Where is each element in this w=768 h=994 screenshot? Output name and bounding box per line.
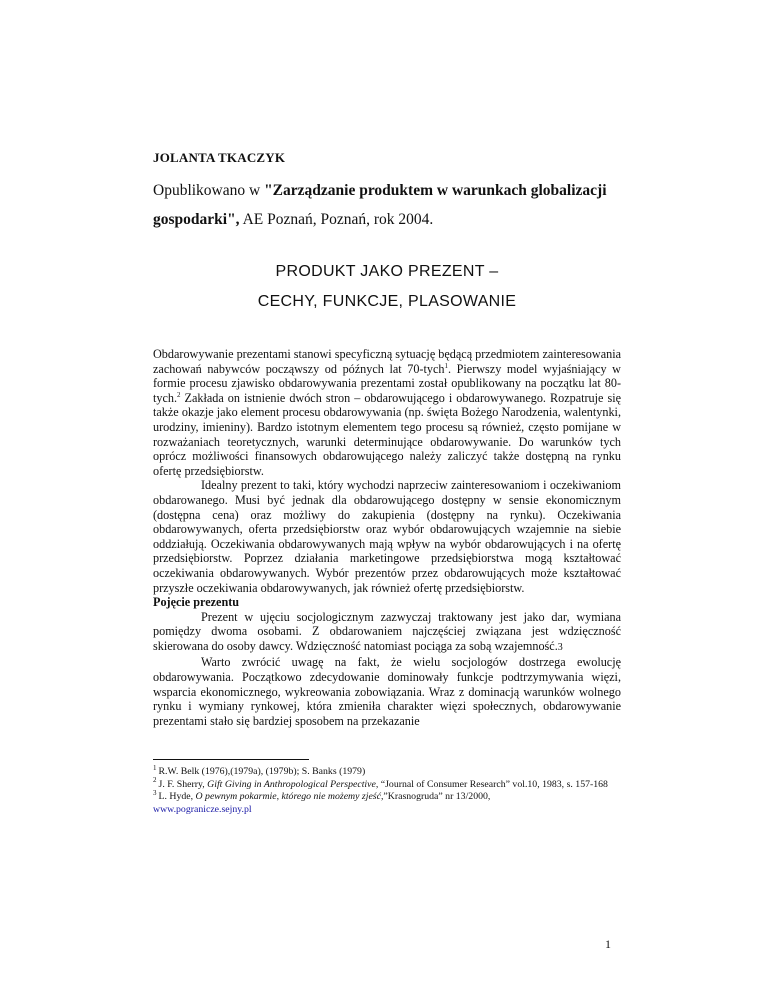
footnote-2-source: , “Journal of Consumer Research” vol.10, 1983, s. 157-168 (375, 778, 608, 790)
footnote-2-work-title: Gift Giving in Anthropological Perspective (207, 778, 376, 790)
footnote-divider (153, 759, 309, 760)
page-number: 1 (605, 937, 611, 951)
footnote-1 (153, 763, 621, 779)
footnote-3-number: 3 (153, 788, 157, 797)
publication-title: "Zarządzanie produktem w warunkach globalizacji gospodarki", (153, 182, 607, 228)
footnote-2-author: J. F. Sherry, (158, 778, 208, 790)
footnote-3-url-line (153, 804, 621, 817)
footnote-ref-1[interactable]: 1 (444, 361, 448, 370)
paragraph-3-text: Prezent w ujęciu socjologicznym zazwyczaj traktowany jest jako dar, wymiana pomiędzy dwoma osobami. Z obdarowaniem najczęściej związana jest wdzięczność skierowana do osoby dawcy. Wdzięczność natomiast pociąga za sobą wzajemność. (153, 609, 621, 653)
footnotes (153, 763, 621, 816)
footnote-1-number: 1 (153, 763, 157, 772)
paragraph-1-part-b: . Pierwszy model wyjaśniający w formie procesu zjawisko obdarowywania prezentami został opublikowany na początku lat 80-tych. (153, 361, 621, 405)
footnote-3-author: L. Hyde, (158, 791, 196, 803)
paragraph-1-part-c: Zakłada on istnienie dwóch stron – obdarowującego i obdarowywanego. Rozpatruje się także okazje jako element procesu obdarowywania (np. święta Bożego Narodzenia, walentynki, urodziny, imieniny). Bardzo istotnym elementem tego procesu są również, często pomijane w rozważaniach teoretycznych, warunki determinujące obdarowywanie. Do warunków tych oprócz możliwości finansowych obdarowującego należy zaliczyć także dostępną na rynku ofertę przedsiębiorstw. (153, 390, 621, 478)
paragraph-1 (153, 347, 621, 478)
section-heading: Pojęcie prezentu (153, 595, 240, 610)
author-name: JOLANTA TKACZYK (153, 150, 286, 165)
footnote-3-work-title: O pewnym pokarmie, którego nie możemy zjeść, (195, 791, 384, 803)
paragraph-1-part-a: Obdarowywanie prezentami stanowi specyficzną sytuację będącą przedmiotem zainteresowania zachowań nabywców począwszy od późnych lat 70-tych (153, 347, 621, 376)
footnote-1-text: R.W. Belk (1976),(1979a), (1979b); S. Banks (1979) (158, 766, 366, 777)
footnote-2 (153, 776, 621, 792)
footnote-ref-3[interactable]: 3 (557, 641, 563, 653)
title-line-2: CECHY, FUNKCJE, PLASOWANIE (257, 293, 517, 310)
footnote-3-source: ”Krasnogruda” nr 13/2000, (383, 791, 491, 803)
publication-info (153, 176, 658, 234)
footnote-2-number: 2 (153, 776, 157, 785)
paragraph-3 (153, 610, 621, 656)
footnote-3 (153, 788, 621, 804)
document-title (153, 257, 621, 317)
paragraph-2: Idealny prezent to taki, który wychodzi naprzeciw zainteresowaniom i oczekiwaniom obdarowanego. Musi być jednak dla obdarowującego dostępny w sensie ekonomicznym (dostępna cena) oraz możliwy do zakupienia (dostępny na rynku). Oczekiwania obdarowywanych, oferta przedsiębiorstw oraz wybór obdarowujących wzajemnie na siebie oddziałują. Oczekiwania obdarowywanych mają wpływ na wybór obdarowujących i na ofertę przedsiębiorstw. Poprzez działania marketingowe przedsiębiorstwa mogą kształtować oczekiwania obdarowywanych. Wybór prezentów przez obdarowujących może kształtować przyszłe oczekiwania obdarowywanych, jak również ofertę przedsiębiorstw. (153, 478, 621, 595)
title-line-1: PRODUKT JAKO PREZENT – (275, 263, 499, 280)
body-text (153, 347, 621, 728)
footnote-3-link[interactable]: www.pogranicze.sejny.pl (153, 803, 252, 815)
footnote-ref-2[interactable]: 2 (177, 390, 181, 399)
publication-suffix: AE Poznań, Poznań, rok 2004. (239, 211, 434, 228)
paragraph-4: Warto zwrócić uwagę na fakt, że wielu socjologów dostrzega ewolucję obdarowywania. Początkowo zdecydowanie dominowały funkcje podtrzymywania więzi, wsparcia ekonomicznego, wykreowania zobowiązania. Wraz z dominacją warunków wolnego rynku i wymiany rynkowej, która zmieniła charakter więzi społecznych, obdarowywanie prezentami stało się bardziej sposobem na przekazanie (153, 655, 621, 728)
publication-prefix: Opublikowano w (153, 182, 265, 199)
